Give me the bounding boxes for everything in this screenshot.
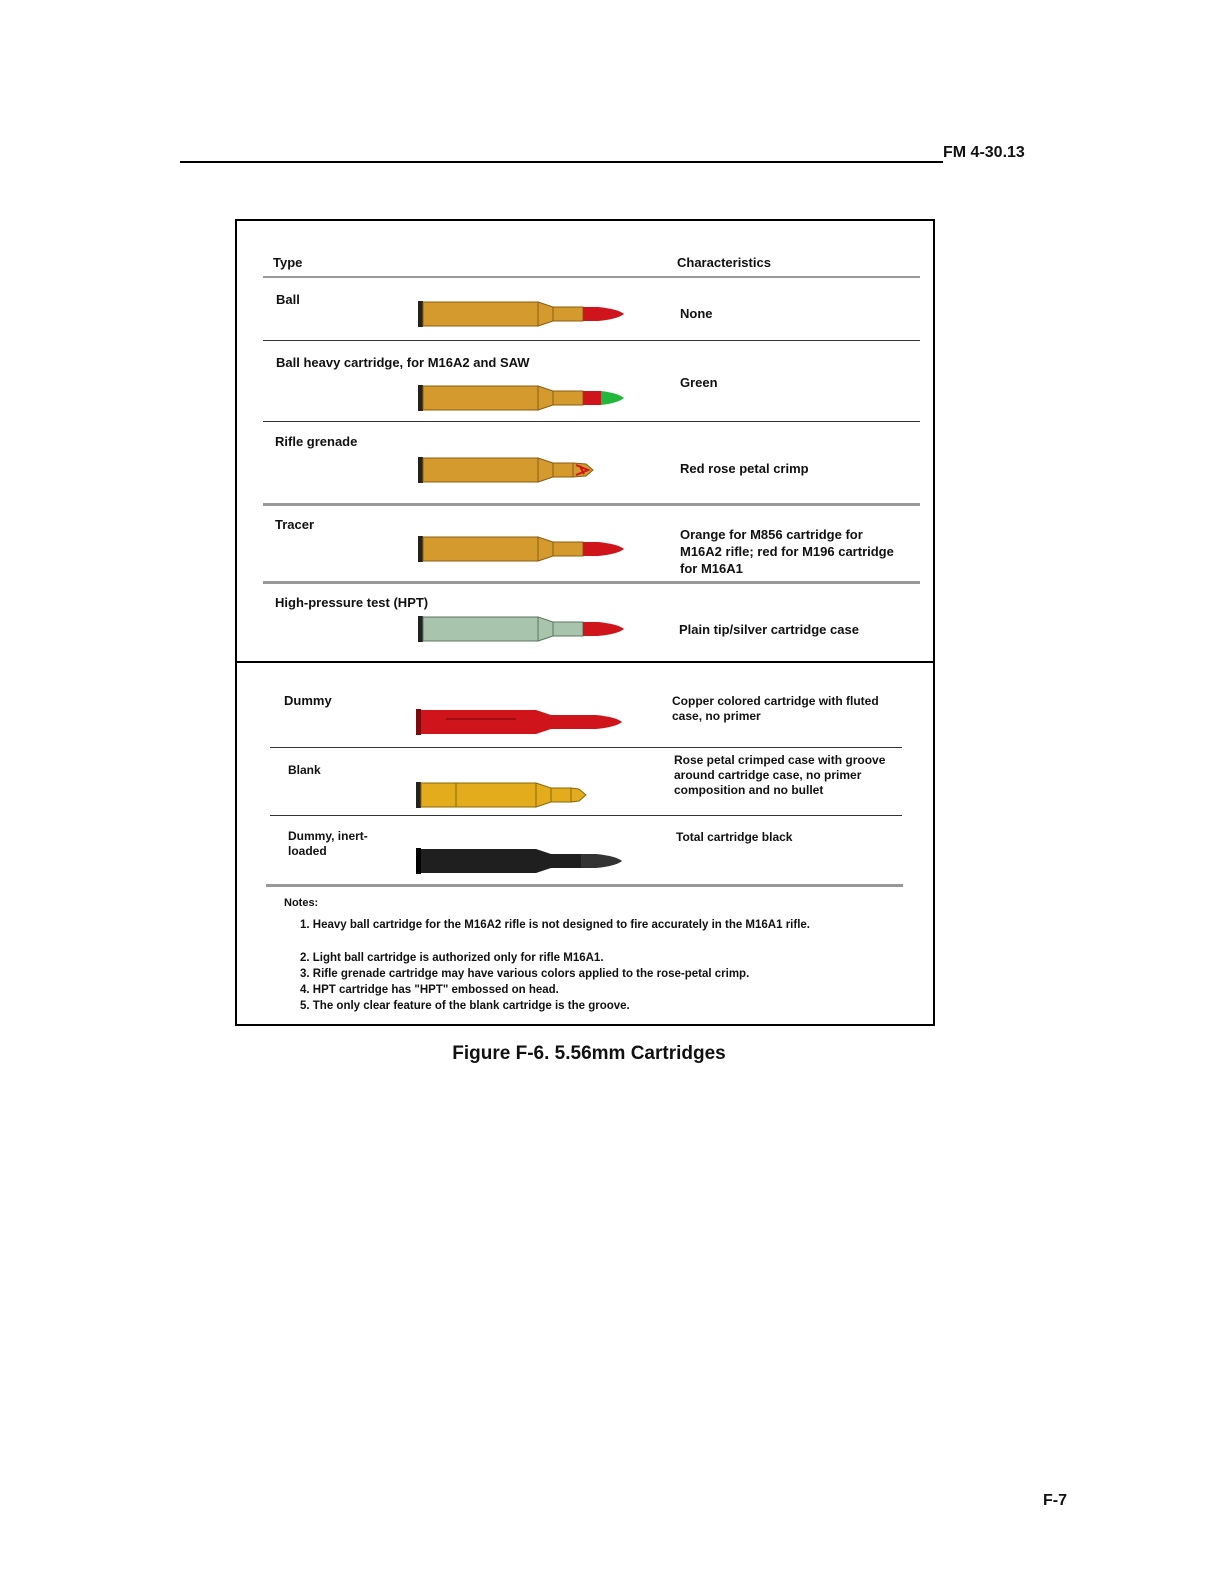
note-item: 3. Rifle grenade cartridge may have various colors applied to the rose-petal crimp. (300, 968, 750, 980)
header-rule-line (263, 276, 920, 278)
note-item: 1. Heavy ball cartridge for the M16A2 rifle is not designed to fire accurately in the M16A1 rifle. (300, 919, 810, 931)
page-number: F-7 (1043, 1492, 1067, 1509)
type-rifle-grenade-label: Rifle grenade (275, 434, 358, 449)
section-divider (235, 661, 935, 663)
dummy-inert-cartridge-icon (416, 844, 626, 878)
row-rule (263, 421, 920, 422)
ball-heavy-cartridge-icon (418, 381, 628, 415)
char-rifle-grenade: Red rose petal crimp (680, 461, 809, 476)
figure-caption: Figure F-6. 5.56mm Cartridges (452, 1043, 726, 1064)
blank-cartridge-icon (416, 778, 596, 812)
column-header-characteristics: Characteristics (677, 255, 771, 270)
row-rule (270, 815, 902, 816)
char-hpt: Plain tip/silver cartridge case (679, 622, 859, 637)
note-item: 2. Light ball cartridge is authorized only for rifle M16A1. (300, 952, 604, 964)
dummy-cartridge-icon (416, 705, 626, 739)
char-blank: Rose petal crimped case with groove around cartridge case, no primer composition and no bullet (674, 753, 886, 797)
row-rule (263, 503, 920, 506)
type-dummy-inert-label: Dummy, inert-loaded (288, 829, 368, 858)
hpt-cartridge-icon (418, 612, 628, 646)
type-hpt-label: High-pressure test (HPT) (275, 595, 429, 610)
char-ball-heavy: Green (680, 375, 718, 390)
header-rule (180, 161, 943, 163)
char-ball: None (680, 306, 713, 321)
type-blank-label: Blank (288, 763, 321, 777)
char-dummy-inert: Total cartridge black (676, 830, 793, 844)
type-dummy-label: Dummy (284, 693, 332, 708)
tracer-cartridge-icon (418, 532, 628, 566)
type-ball-label: Ball (276, 292, 300, 307)
notes-title: Notes: (284, 897, 319, 909)
rifle-grenade-cartridge-icon (418, 453, 598, 487)
char-tracer: Orange for M856 cartridge for M16A2 rifle; red for M196 cartridge for M16A1 (680, 527, 894, 576)
note-item: 5. The only clear feature of the blank cartridge is the groove. (300, 1000, 630, 1012)
type-ball-heavy-label: Ball heavy cartridge, for M16A2 and SAW (276, 355, 530, 370)
row-rule (263, 340, 920, 341)
row-rule (270, 747, 902, 748)
char-dummy: Copper colored cartridge with fluted case, no primer (672, 694, 879, 723)
ball-cartridge-icon (418, 297, 628, 331)
row-rule (263, 581, 920, 584)
document-code: FM 4-30.13 (943, 144, 1025, 161)
column-header-type: Type (273, 255, 303, 270)
row-rule (266, 884, 903, 887)
note-item: 4. HPT cartridge has "HPT" embossed on head. (300, 984, 559, 996)
type-tracer-label: Tracer (275, 517, 315, 532)
